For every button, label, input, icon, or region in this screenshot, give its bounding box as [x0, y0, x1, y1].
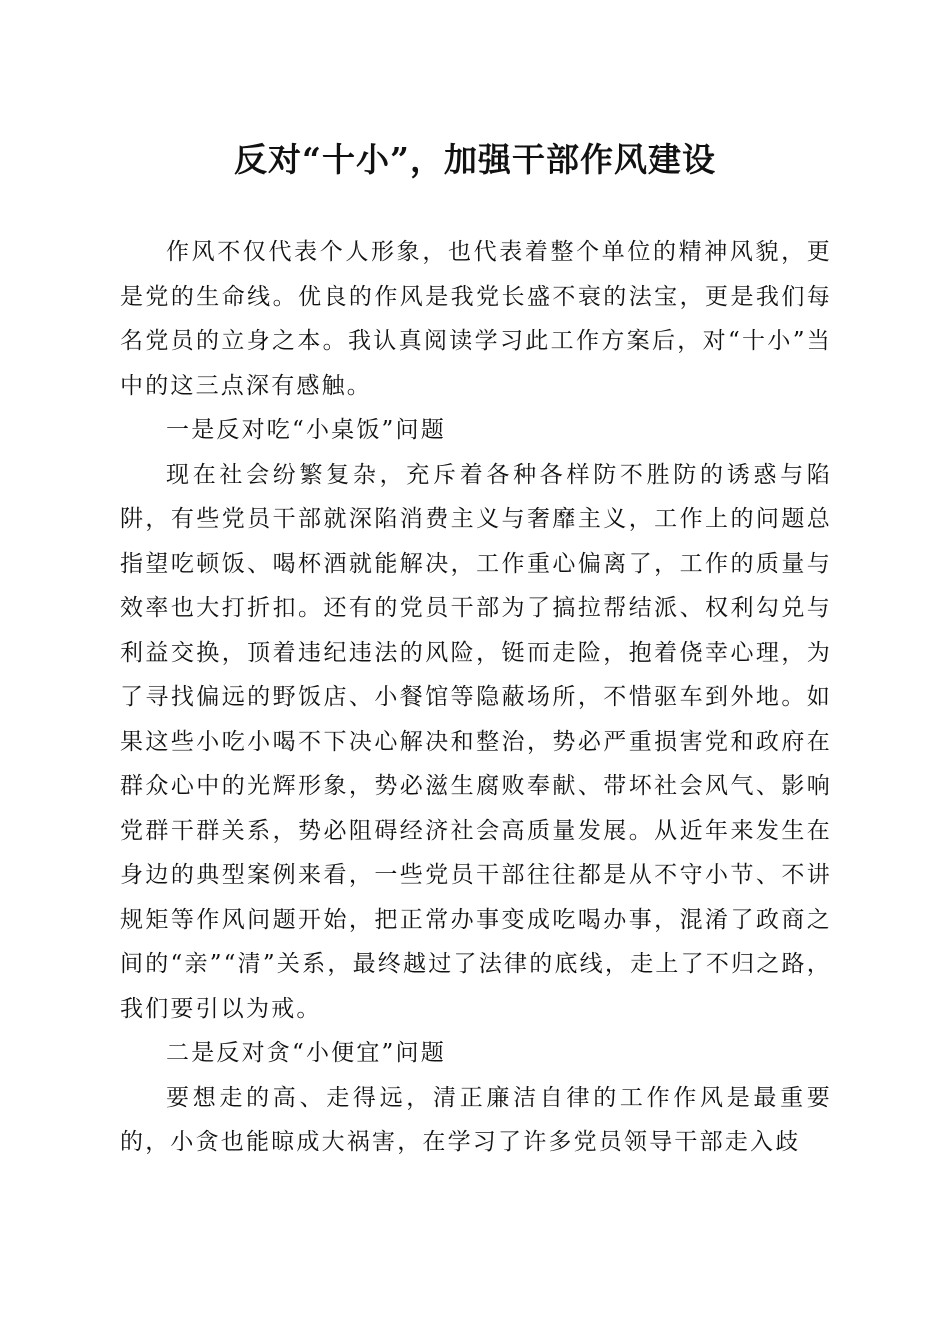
section-2-paragraph: 要想走的高、走得远，清正廉洁自律的工作作风是最重要的，小贪也能晾成大祸害，在学习了许多党员领导干部走入歧: [120, 1084, 832, 1155]
section-heading-2: 二是反对贪“小便宜”问题: [166, 1040, 446, 1066]
section-1-paragraph: 现在社会纷繁复杂，充斥着各种各样防不胜防的诱惑与陷阱，有些党员干部就深陷消费主义与奢靡主义，工作上的问题总指望吃顿饭、喝杯酒就能解决，工作重心偏离了，工作的质量与效率也大打折扣。还有的党员干部为了搞拉帮结派、权利勾兑与利益交换，顶着违纪违法的风险，铤而走险，抱着侥幸心理，为了寻找偏远的野饭店、小餐馆等隐蔽场所，不惜驱车到外地。如果这些小吃小喝不下决心解决和整治，势必严重损害党和政府在群众心中的光辉形象，势必滋生腐败奉献、带坏社会风气、影响党群干群关系，势必阻碍经济社会高质量发展。从近年来发生在身边的典型案例来看，一些党员干部往往都是从不守小节、不讲规矩等作风问题开始，把正常办事变成吃喝办事，混淆了政商之间的“亲”“清”关系，最终越过了法律的底线，走上了不归之路，我们要引以为戒。: [120, 461, 832, 1022]
document-body: [120, 230, 832, 1165]
intro-paragraph: 作风不仅代表个人形象，也代表着整个单位的精神风貌，更是党的生命线。优良的作风是我党长盛不衰的法宝，更是我们每名党员的立身之本。我认真阅读学习此工作方案后，对“十小”当中的这三点深有感触。: [120, 239, 832, 399]
document-title: 反对“十小”，加强干部作风建设: [234, 140, 716, 179]
section-heading-1: 一是反对吃“小桌饭”问题: [166, 417, 446, 443]
